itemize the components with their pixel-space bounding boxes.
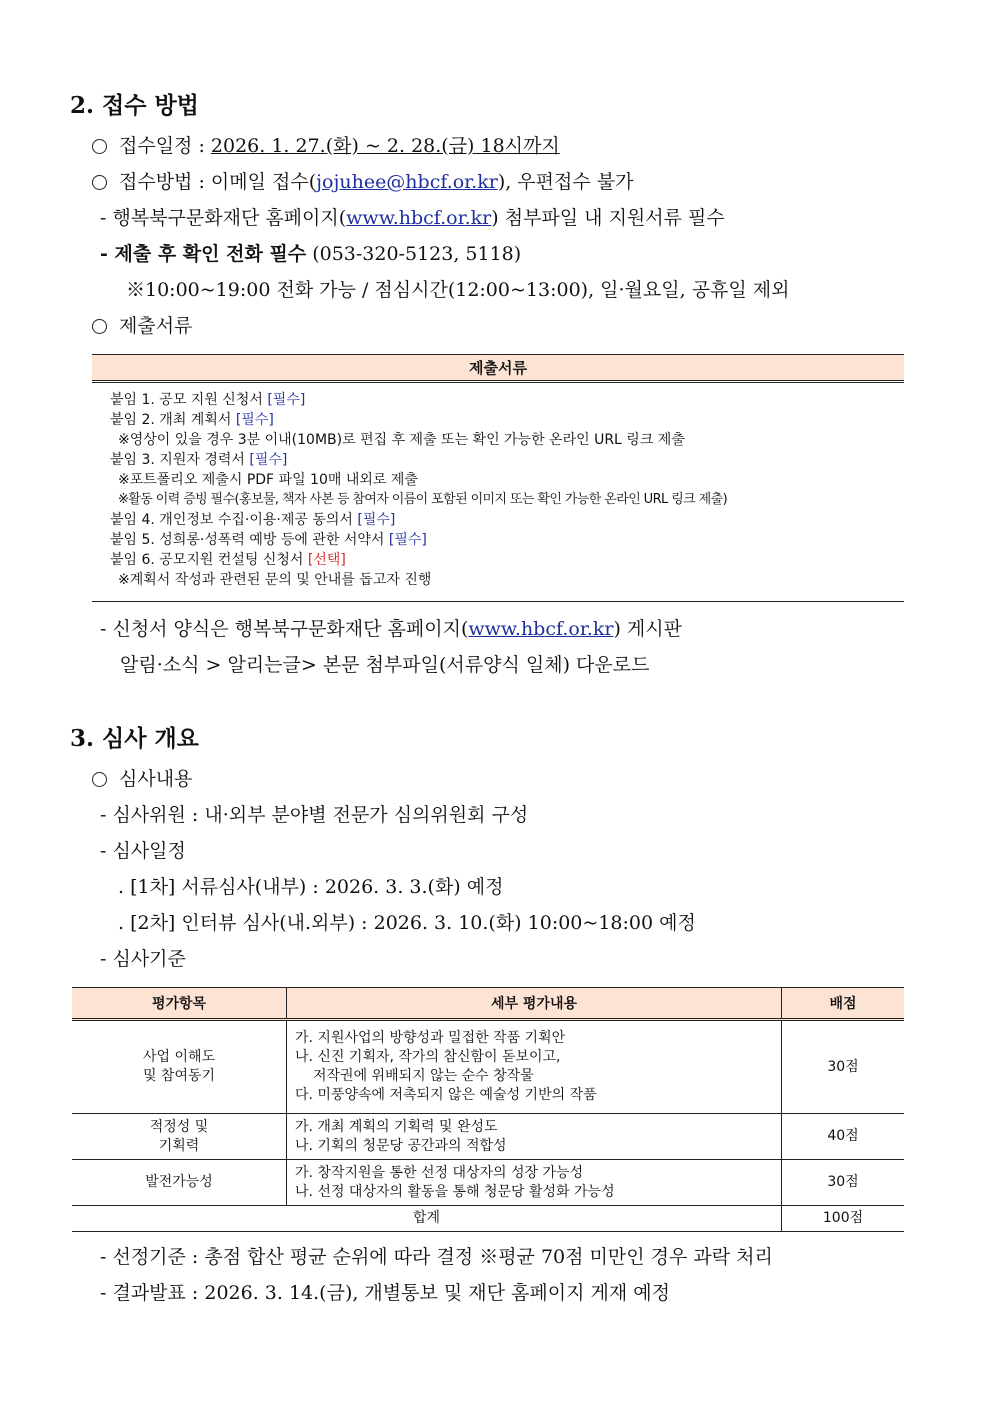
table-row bbox=[72, 1114, 904, 1160]
docs-label: 제출서류 bbox=[119, 315, 193, 337]
hours-note: ※10:00~19:00 전화 가능 / 점심시간(12:00~13:00), 일·월요일, 공휴일 제외 bbox=[126, 279, 790, 301]
circle-bullet-icon bbox=[92, 175, 107, 190]
content-label: 심사내용 bbox=[119, 768, 193, 790]
round-2: . [2차] 인터뷰 심사(내.외부) : 2026. 3. 10.(화) 10:00~18:00 예정 bbox=[118, 912, 696, 934]
row-item: 발전가능성 bbox=[72, 1160, 287, 1206]
attachment-6-note: ※계획서 작성과 관련된 문의 및 안내를 돕고자 진행 bbox=[118, 572, 432, 588]
total-row bbox=[72, 1206, 904, 1232]
header-score: 배점 bbox=[782, 988, 905, 1020]
circle-bullet-icon bbox=[92, 772, 107, 787]
row-item: 사업 이해도 및 참여동기 bbox=[72, 1020, 287, 1114]
criteria-label: - 심사기준 bbox=[100, 948, 186, 970]
header-item: 평가항목 bbox=[72, 988, 287, 1020]
confirm-line bbox=[100, 242, 521, 266]
form-prefix: - 신청서 양식은 행복북구문화재단 홈페이지( bbox=[100, 618, 469, 640]
attachment-3-note-2: ※활동 이력 증빙 필수(홍보물, 책자 사본 등 참여자 이름이 포함된 이미지 또는 확인 가능한 온라인 URL 링크 제출) bbox=[118, 492, 728, 507]
confirm-bold: - 제출 후 확인 전화 필수 bbox=[100, 243, 307, 265]
confirm-phone: (053-320-5123, 5118) bbox=[306, 243, 522, 265]
attachment-2-note: ※영상이 있을 경우 3분 이내(10MB)로 편집 후 제출 또는 확인 가능한 온라인 URL 링크 제출 bbox=[118, 432, 685, 448]
round-1: . [1차] 서류심사(내부) : 2026. 3. 3.(화) 예정 bbox=[118, 876, 504, 898]
evaluation-table bbox=[72, 987, 904, 1232]
row-item: 적정성 및 기획력 bbox=[72, 1114, 287, 1160]
row-score: 30점 bbox=[782, 1160, 905, 1206]
header-detail: 세부 평가내용 bbox=[287, 988, 782, 1020]
result-announcement: - 결과발표 : 2026. 3. 14.(금), 개별통보 및 재단 홈페이지 게재 예정 bbox=[100, 1282, 670, 1304]
committee-line: - 심사위원 : 내·외부 분야별 전문가 심의위원회 구성 bbox=[100, 804, 529, 826]
row-score: 40점 bbox=[782, 1114, 905, 1160]
table-row bbox=[72, 1160, 904, 1206]
homepage-prefix: - 행복북구문화재단 홈페이지( bbox=[100, 207, 347, 229]
homepage-link[interactable]: www.hbcf.or.kr bbox=[346, 207, 492, 229]
attachment-6: 붙임 6. 공모지원 컨설팅 신청서 [선택] bbox=[110, 552, 346, 568]
form-suffix: ) 게시판 bbox=[613, 618, 682, 640]
attachment-3: 붙임 3. 지원자 경력서 [필수] bbox=[110, 452, 288, 468]
method-suffix: ), 우편접수 불가 bbox=[497, 171, 634, 193]
method-line bbox=[92, 170, 633, 194]
email-link[interactable]: jojuhee@hbcf.or.kr bbox=[316, 171, 498, 193]
row-details: 가. 지원사업의 방향성과 밀접한 작품 기획안 나. 신진 기획자, 작가의 참신함이 돋보이고, 저작권에 위배되지 않는 순수 창작물 다. 미풍양속에 저촉되지 않은 예술성 기반의 작품 bbox=[287, 1020, 782, 1114]
schedule-value: 2026. 1. 27.(화) ~ 2. 28.(금) 18시까지 bbox=[210, 135, 560, 157]
attachment-3-note-1: ※포트폴리오 제출시 PDF 파일 10매 내외로 제출 bbox=[118, 472, 418, 488]
table-header-row bbox=[72, 988, 904, 1020]
section-2-title: 2. 접수 방법 bbox=[70, 92, 199, 119]
form-homepage-link[interactable]: www.hbcf.or.kr bbox=[468, 618, 614, 640]
schedule-line bbox=[92, 134, 560, 158]
row-details: 가. 창작지원을 통한 선정 대상자의 성장 가능성 나. 선정 대상자의 활동을 통해 청문당 활성화 가능성 bbox=[287, 1160, 782, 1206]
schedule-label-3: - 심사일정 bbox=[100, 840, 186, 862]
attachment-2: 붙임 2. 개최 계획서 [필수] bbox=[110, 412, 274, 428]
schedule-label: 접수일정 : bbox=[119, 135, 205, 157]
docs-line bbox=[92, 314, 192, 338]
selection-criteria: - 선정기준 : 총점 합산 평균 순위에 따라 결정 ※평균 70점 미만인 경우 과락 처리 bbox=[100, 1246, 773, 1268]
row-details: 가. 개최 계획의 기획력 및 완성도 나. 기획의 청문당 공간과의 적합성 bbox=[287, 1114, 782, 1160]
total-label: 합계 bbox=[72, 1206, 782, 1232]
circle-bullet-icon bbox=[92, 139, 107, 154]
form-line bbox=[100, 617, 682, 641]
docs-table-header: 제출서류 bbox=[92, 354, 904, 381]
docs-box-bottom-rule bbox=[92, 601, 904, 602]
table-row bbox=[72, 1020, 904, 1114]
method-label: 접수방법 : 이메일 접수( bbox=[119, 171, 317, 193]
form-path: 알림·소식 > 알리는글> 본문 첨부파일(서류양식 일체) 다운로드 bbox=[120, 654, 650, 676]
header-divider bbox=[92, 380, 904, 383]
circle-bullet-icon bbox=[92, 319, 107, 334]
attachment-1: 붙임 1. 공모 지원 신청서 [필수] bbox=[110, 392, 306, 408]
row-score: 30점 bbox=[782, 1020, 905, 1114]
homepage-line bbox=[100, 206, 725, 230]
attachment-5: 붙임 5. 성희롱·성폭력 예방 등에 관한 서약서 [필수] bbox=[110, 532, 427, 548]
section-3-title: 3. 심사 개요 bbox=[70, 725, 199, 752]
total-score: 100점 bbox=[782, 1206, 905, 1232]
content-line bbox=[92, 767, 192, 791]
attachment-4: 붙임 4. 개인정보 수집·이용·제공 동의서 [필수] bbox=[110, 512, 396, 528]
homepage-suffix: ) 첨부파일 내 지원서류 필수 bbox=[491, 207, 725, 229]
